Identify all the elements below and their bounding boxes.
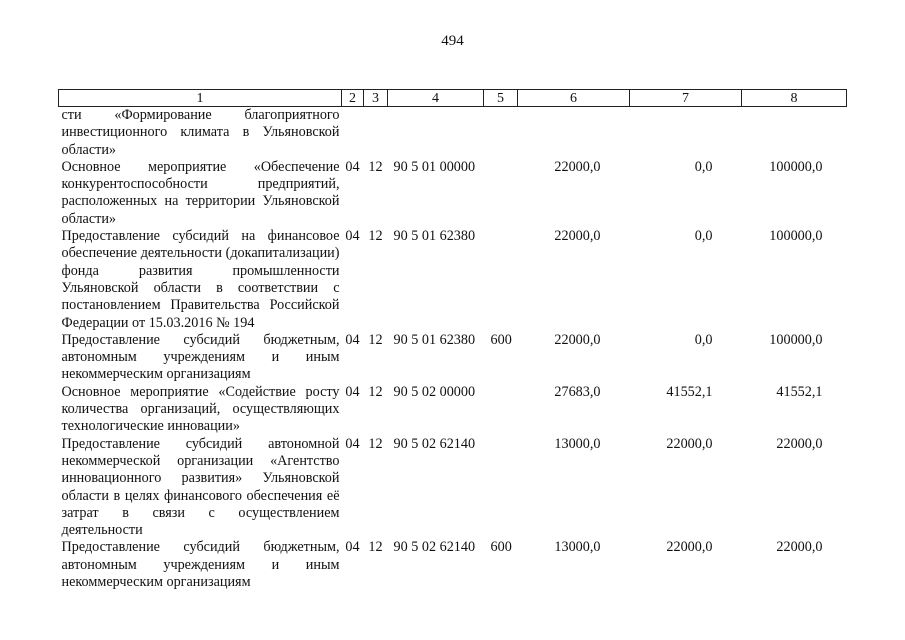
row-amount-col7: 0,0 bbox=[694, 228, 713, 245]
row-target-code bbox=[388, 107, 484, 159]
row-target-code: 90 5 02 00000 bbox=[393, 383, 476, 400]
page-number: 494 bbox=[441, 33, 464, 49]
row-amount-col8: 22000,0 bbox=[776, 435, 823, 452]
row-amount-col6 bbox=[518, 107, 630, 159]
row-expense-type bbox=[484, 384, 518, 436]
row-amount-col6: 13000,0 bbox=[554, 539, 601, 556]
header-col-3: 3 bbox=[364, 90, 388, 107]
row-amount-col8: 100000,0 bbox=[769, 228, 823, 245]
row-subsection: 12 bbox=[368, 435, 383, 452]
row-amount-col7: 41552,1 bbox=[666, 383, 713, 400]
table-row bbox=[59, 436, 847, 540]
row-description: Предоставление субсидий автономной некоммерческой организации «Агентство инновационного развития» Ульяновской области в целях финансового обеспечения её затрат в связи с осуществлением деятельности bbox=[61, 435, 340, 539]
row-target-code: 90 5 02 62140 bbox=[393, 435, 476, 452]
row-amount-col7: 22000,0 bbox=[666, 435, 713, 452]
header-col-4: 4 bbox=[388, 90, 484, 107]
row-expense-type bbox=[484, 436, 518, 540]
row-subsection: 12 bbox=[368, 331, 383, 348]
row-expense-type bbox=[484, 159, 518, 228]
row-amount-col8: 22000,0 bbox=[776, 539, 823, 556]
header-col-8: 8 bbox=[742, 90, 847, 107]
row-amount-col8: 100000,0 bbox=[769, 158, 823, 175]
row-section: 04 bbox=[345, 435, 360, 452]
header-col-6: 6 bbox=[518, 90, 630, 107]
row-section: 04 bbox=[345, 228, 360, 245]
row-target-code: 90 5 02 62140 bbox=[393, 539, 476, 556]
table-row bbox=[59, 159, 847, 228]
table-row bbox=[59, 539, 847, 591]
row-section: 04 bbox=[345, 158, 360, 175]
row-description: Основное мероприятие «Содействие росту количества организаций, осуществляющих технологические инновации» bbox=[61, 383, 340, 435]
row-expense-type bbox=[484, 107, 518, 159]
table-row bbox=[59, 228, 847, 332]
row-target-code: 90 5 01 62380 bbox=[393, 331, 476, 348]
row-section: 04 bbox=[345, 383, 360, 400]
row-amount-col6: 22000,0 bbox=[554, 331, 601, 348]
row-section: 04 bbox=[345, 331, 360, 348]
table-body bbox=[59, 107, 847, 592]
table-header bbox=[59, 90, 847, 107]
row-description: Предоставление субсидий на финансовое обеспечение деятельности (докапитализации) фонда развития промышленности Ульяновской области в соответствии с постановлением Правительства Российской Федерации от 15.03.2016 № 194 bbox=[61, 228, 340, 331]
header-col-2: 2 bbox=[342, 90, 364, 107]
row-subsection bbox=[364, 107, 388, 159]
row-amount-col7: 22000,0 bbox=[666, 539, 713, 556]
header-col-5: 5 bbox=[484, 90, 518, 107]
row-amount-col7: 0,0 bbox=[694, 331, 713, 348]
row-amount-col8 bbox=[742, 107, 847, 159]
row-subsection: 12 bbox=[368, 228, 383, 245]
row-description: сти «Формирование благоприятного инвестиционного климата в Ульяновской области» bbox=[61, 107, 340, 158]
row-subsection: 12 bbox=[368, 158, 383, 175]
row-subsection: 12 bbox=[368, 539, 383, 556]
row-amount-col8: 41552,1 bbox=[776, 383, 823, 400]
table-row bbox=[59, 107, 847, 159]
row-amount-col6: 13000,0 bbox=[554, 435, 601, 452]
header-col-1: 1 bbox=[59, 90, 342, 107]
table-row bbox=[59, 384, 847, 436]
row-expense-type: 600 bbox=[490, 539, 512, 556]
header-row bbox=[59, 90, 847, 107]
row-section bbox=[342, 107, 364, 159]
row-target-code: 90 5 01 00000 bbox=[393, 158, 476, 175]
row-amount-col6: 27683,0 bbox=[554, 383, 601, 400]
header-col-7: 7 bbox=[630, 90, 742, 107]
row-target-code: 90 5 01 62380 bbox=[393, 228, 476, 245]
budget-table bbox=[58, 89, 847, 591]
row-section: 04 bbox=[345, 539, 360, 556]
row-amount-col7 bbox=[630, 107, 742, 159]
row-amount-col8: 100000,0 bbox=[769, 331, 823, 348]
row-amount-col6: 22000,0 bbox=[554, 158, 601, 175]
row-expense-type: 600 bbox=[490, 331, 512, 348]
row-subsection: 12 bbox=[368, 383, 383, 400]
row-description: Предоставление субсидий бюджетным, автономным учреждениям и иным некоммерческим организациям bbox=[61, 539, 340, 591]
row-description: Предоставление субсидий бюджетным, автономным учреждениям и иным некоммерческим организациям bbox=[61, 331, 340, 383]
row-amount-col7: 0,0 bbox=[694, 158, 713, 175]
row-amount-col6: 22000,0 bbox=[554, 228, 601, 245]
row-description: Основное мероприятие «Обеспечение конкурентоспособности предприятий, расположенных на территории Ульяновской области» bbox=[61, 158, 340, 227]
row-expense-type bbox=[484, 228, 518, 332]
table-row bbox=[59, 332, 847, 384]
